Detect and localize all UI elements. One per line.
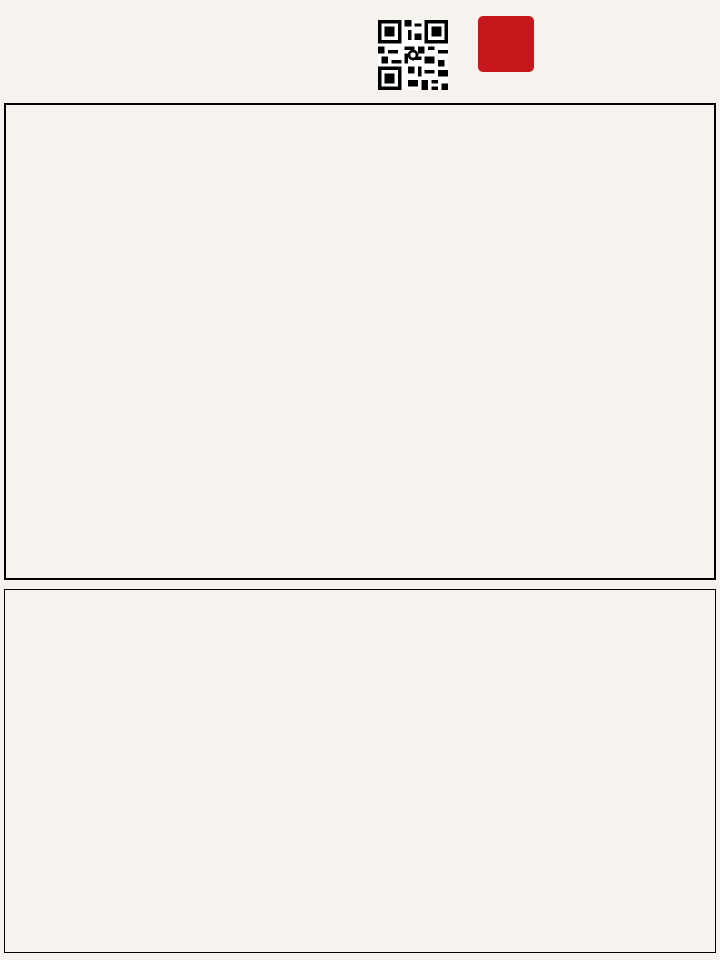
qr-code-icon [378, 20, 448, 90]
annual-luck-grid [4, 589, 716, 953]
red-seal-stamp [478, 16, 534, 72]
chart-grid [4, 103, 716, 580]
